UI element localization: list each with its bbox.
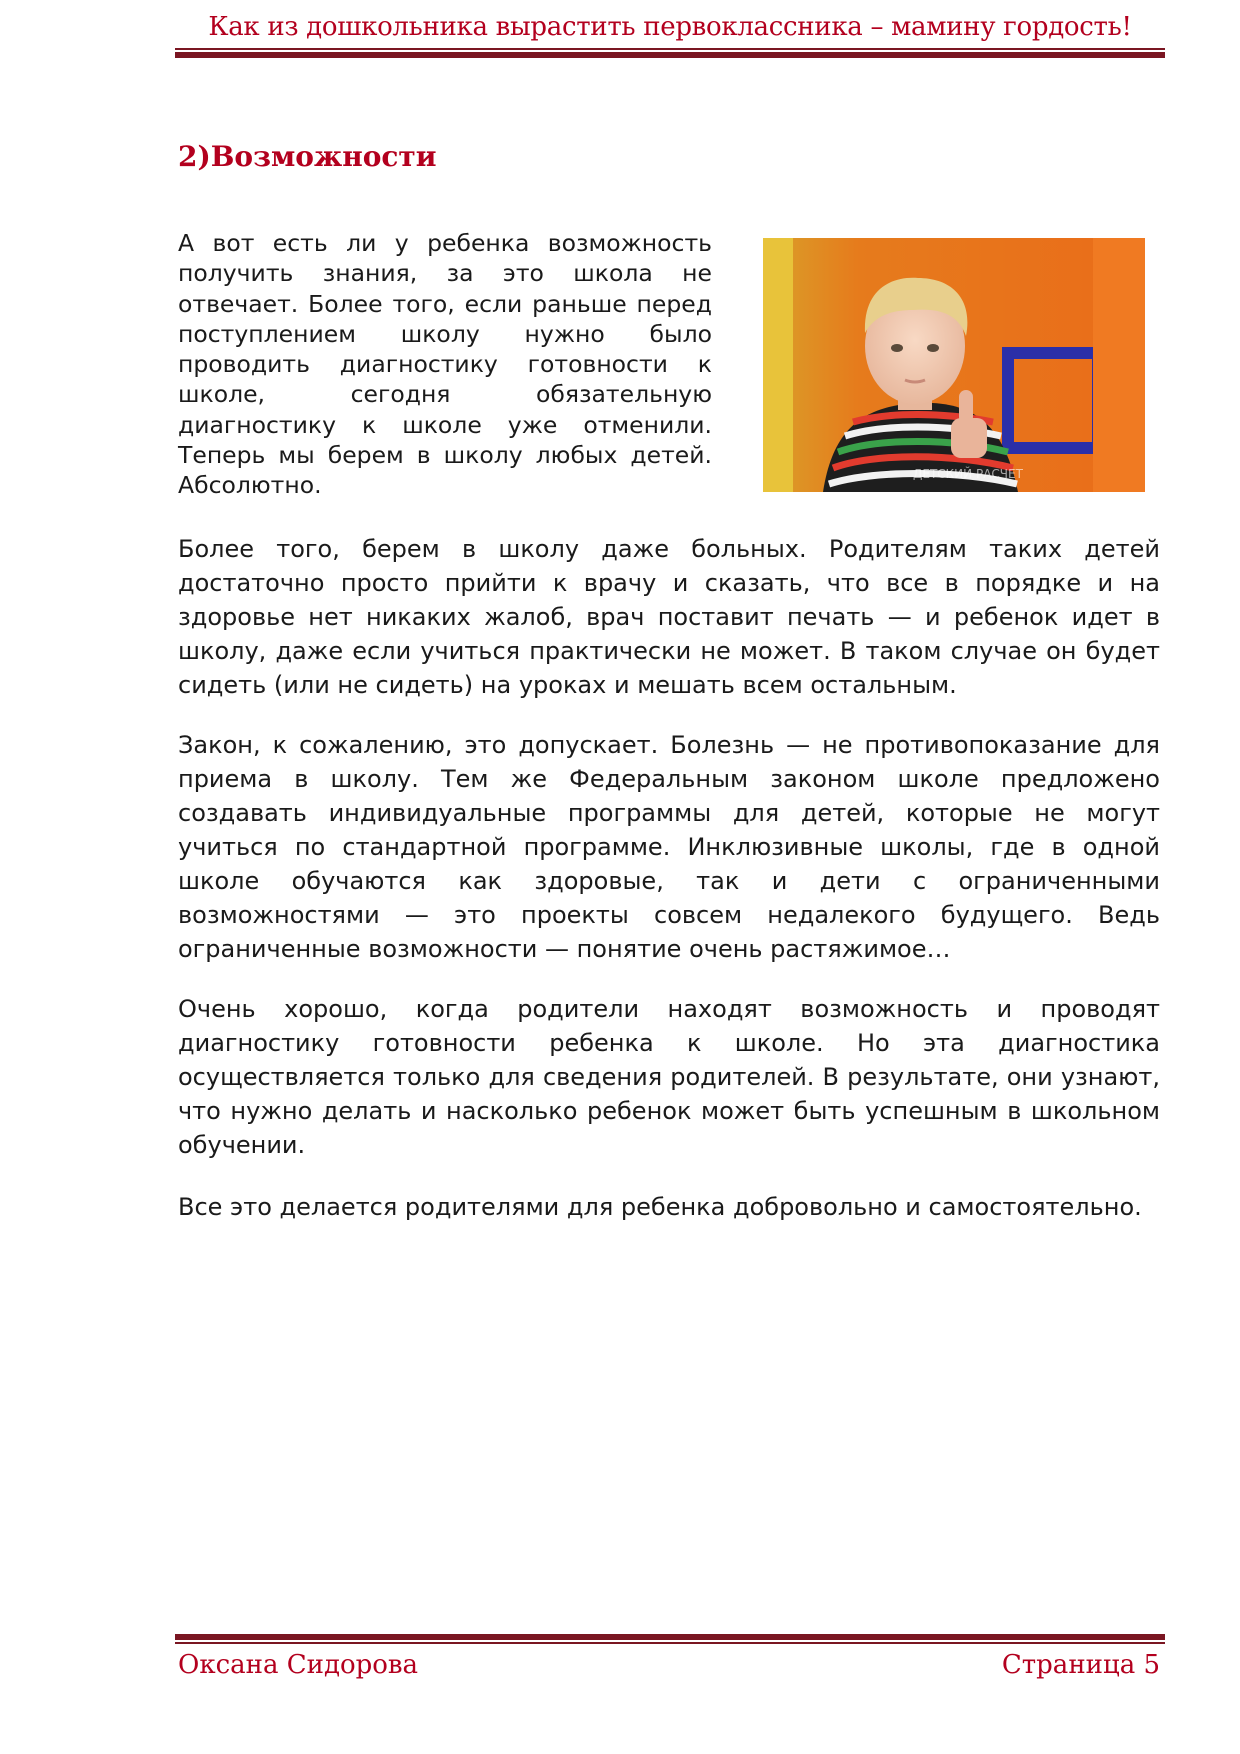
footer-page-number: Страница 5: [1001, 1650, 1160, 1680]
footer-author: Оксана Сидорова: [178, 1650, 419, 1680]
header-rule: [175, 48, 1165, 58]
section-heading: 2)Возможности: [178, 140, 437, 173]
paragraph-2: Более того, берем в школу даже больных. Родителям таких детей достаточно просто прийти к врачу и сказать, что все в порядке и на здоровье нет никаких жалоб, врач поставит печать — и ребенок идет в школу, даже если учиться практически не может. В таком случае он будет сидеть (или не сидеть) на уроках и мешать всем остальным.: [178, 535, 1160, 699]
paragraph-1: А вот есть ли у ребенка возможность получить знания, за это школа не отвечает. Более того, если раньше перед поступлением школу нужно было проводить диагностику готовности к школе, сегодня обязательную диагностику к школе уже отменили. Теперь мы берем в школу любых детей. Абсолютно.: [178, 229, 712, 500]
paragraph-4: Очень хорошо, когда родители находят возможность и проводят диагностику готовности ребенка к школе. Но эта диагностика осуществляется только для сведения родителей. В результате, они узнают, что нужно делать и насколько ребенок может быть успешным в школьном обучении.: [178, 995, 1160, 1159]
paragraph-3: Закон, к сожалению, это допускает. Болезнь — не противопоказание для приема в школу. Тем же Федеральным законом школе предложено создавать индивидуальные программы для детей, которые не могут учиться по стандартной программе. Инклюзивные школы, где в одной школе обучаются как здоровые, так и дети с ограниченными возможностями — это проекты совсем недалекого будущего. Ведь ограниченные возможности — понятие очень растяжимое…: [178, 731, 1160, 963]
running-header: Как из дошкольника вырастить первоклассника – мамину гордость!: [208, 12, 1132, 42]
paragraph-5: Все это делается родителями для ребенка добровольно и самостоятельно.: [178, 1193, 1142, 1221]
footer-rule: [175, 1634, 1165, 1644]
svg-text:ДЕТСКИЙ РАСЧЕТ: ДЕТСКИЙ РАСЧЕТ: [913, 467, 1023, 481]
child-thumbs-up-photo: [763, 238, 1145, 492]
